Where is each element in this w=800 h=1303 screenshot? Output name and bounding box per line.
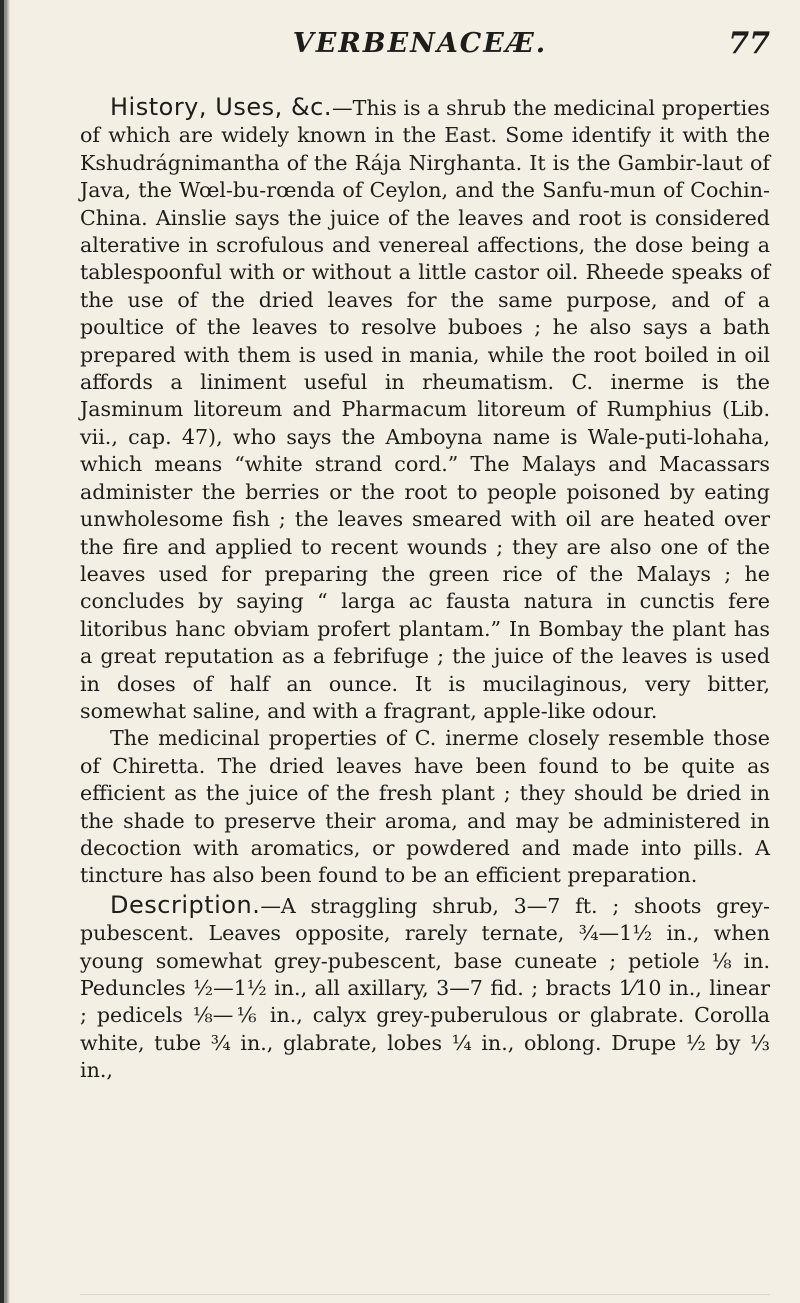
page-number: 77 [728,26,770,61]
page-header [60,20,780,80]
history-text: —This is a shrub the medicinal properties of which are widely known in the East. Some identify it with the Kshudrágnimantha of the Rája Nirghanta. It is the Gambir-laut of Java, the Wœl-bu-rœnda of Ceylon, and the Sanfu-mun of Cochin-China. Ainslie says the juice of the leaves and root is considered alterative in scrofulous and venereal affections, the dose being a tablespoonful with or without a little castor oil. Rheede speaks of the use of the dried leaves for the same purpose, and of a poultice of the leaves to resolve buboes ; he also says a bath prepared with them is used in mania, while the root boiled in oil affords a liniment useful in rheumatism. C. inerme is the Jasminum litoreum and Pharmacum litoreum of Rumphius (Lib. vii., cap. 47), who says the Amboyna name is Wale-puti-lohaha, which means “white strand cord.” The Malays and Macassars administer the berries or the root to people poisoned by eating unwholesome fish ; the leaves smeared with oil are heated over the fire and applied to recent wounds ; they are also one of the leaves used for preparing the green rice of the Malays ; he concludes by saying “ larga ac fausta natura in cunctis fere litoribus hanc obviam profert plantam.” In Bombay the plant has a great reputation as a febrifuge ; the juice of the leaves is used in doses of half an ounce. It is mucilaginous, very bitter, somewhat saline, and with a fragrant, apple-like odour. [80,96,771,723]
running-title: VERBENACEÆ. [292,28,548,59]
page-bottom-edge [80,1294,770,1295]
description-text: —A straggling shrub, 3—7 ft. ; shoots grey-pubescent. Leaves opposite, rarely ternate, ¾—1½ in., when young somewhat grey-pubescent, base cuneate ; petiole ⅛ in. Peduncles ½—1½ in., all axillary, 3—7 fid. ; bracts 1⁄10 in., linear ; pedicels ⅛—⅙ in., calyx grey-puberulous or glabrate. Corolla white, tube ¾ in., glabrate, lobes ¼ in., oblong. Drupe ½ by ⅓ in., [80,893,770,1083]
scan-edge [0,0,10,1303]
history-paragraph [80,94,770,725]
history-paragraph-2: The medicinal properties of C. inerme closely resemble those of Chiretta. The dried leaves have been found to be quite as efficient as the juice of the fresh plant ; they should be dried in the shade to preserve their aroma, and may be administered in decoction with aromatics, or powdered and made into pills. A tincture has also been found to be an efficient preparation. [80,726,770,888]
description-heading: Description. [110,890,261,919]
page-body [80,94,770,1085]
history-heading: History, Uses, &c. [110,93,333,121]
description-paragraph [80,892,770,1085]
